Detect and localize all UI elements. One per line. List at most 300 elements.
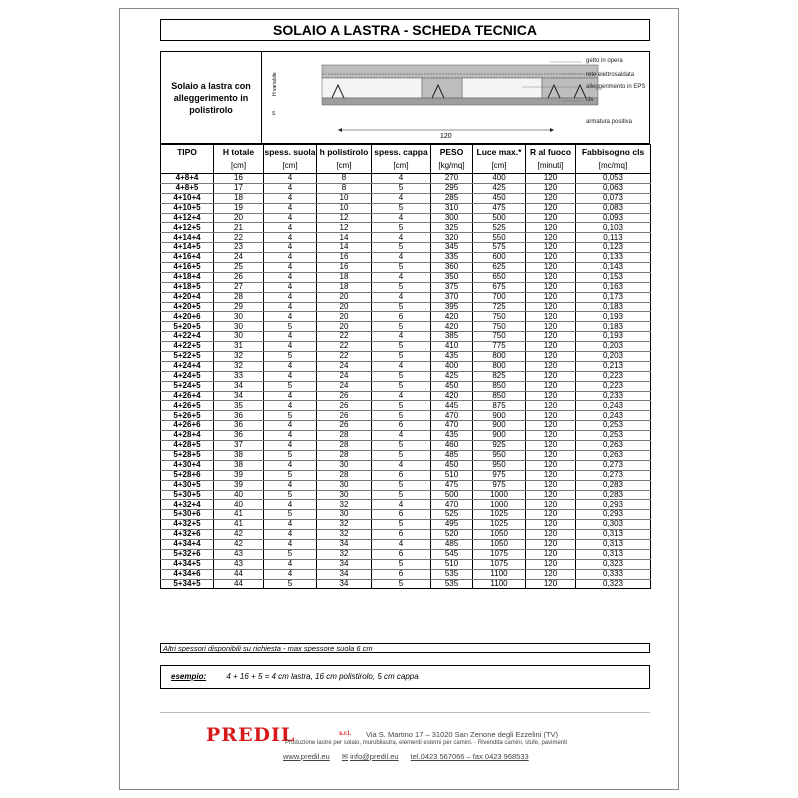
cell-h-totale: 29 [214, 302, 264, 312]
cell-fabbisogno: 0,103 [576, 223, 651, 233]
cell-spess-suola: 5 [264, 549, 317, 559]
table-row [161, 490, 651, 500]
cell-tipo: 4+22+5 [161, 342, 214, 352]
cell-r-fuoco: 120 [526, 322, 576, 332]
cell-r-fuoco: 120 [526, 282, 576, 292]
sole-dimension-label: S [272, 111, 276, 117]
cell-h-totale: 43 [214, 559, 264, 569]
table-row [161, 352, 651, 362]
header-r-fuoco: R al fuoco [526, 145, 576, 160]
cell-spess-suola: 5 [264, 411, 317, 421]
website-link[interactable]: www.predil.eu [283, 752, 330, 761]
cell-spess-suola: 4 [264, 203, 317, 213]
cell-spess-suola: 4 [264, 569, 317, 579]
cell-luce-max: 750 [473, 312, 526, 322]
cell-r-fuoco: 120 [526, 332, 576, 342]
cell-peso: 470 [431, 500, 473, 510]
cell-spess-cappa: 5 [372, 263, 431, 273]
cell-luce-max: 725 [473, 302, 526, 312]
cell-peso: 525 [431, 510, 473, 520]
cell-r-fuoco: 120 [526, 371, 576, 381]
cell-luce-max: 975 [473, 480, 526, 490]
cell-tipo: 4+32+4 [161, 500, 214, 510]
cell-spess-suola: 4 [264, 500, 317, 510]
cell-spess-cappa: 5 [372, 579, 431, 589]
cell-tipo: 4+20+5 [161, 302, 214, 312]
cell-h-polistirolo: 22 [317, 352, 372, 362]
cell-h-polistirolo: 30 [317, 460, 372, 470]
cell-h-polistirolo: 10 [317, 203, 372, 213]
cell-h-totale: 43 [214, 549, 264, 559]
table-row [161, 233, 651, 243]
cell-tipo: 4+10+5 [161, 203, 214, 213]
cell-h-totale: 19 [214, 203, 264, 213]
cell-spess-cappa: 4 [372, 431, 431, 441]
cell-luce-max: 900 [473, 411, 526, 421]
cell-fabbisogno: 0,243 [576, 401, 651, 411]
cell-h-polistirolo: 22 [317, 342, 372, 352]
cell-tipo: 4+28+4 [161, 431, 214, 441]
cell-spess-cappa: 6 [372, 549, 431, 559]
cell-spess-suola: 5 [264, 450, 317, 460]
cell-h-totale: 38 [214, 450, 264, 460]
cell-r-fuoco: 120 [526, 530, 576, 540]
cell-r-fuoco: 120 [526, 342, 576, 352]
cell-fabbisogno: 0,223 [576, 381, 651, 391]
cell-h-totale: 42 [214, 530, 264, 540]
cell-luce-max: 425 [473, 183, 526, 193]
cell-spess-cappa: 6 [372, 421, 431, 431]
table-row [161, 253, 651, 263]
cell-peso: 370 [431, 292, 473, 302]
cell-fabbisogno: 0,333 [576, 569, 651, 579]
cell-h-polistirolo: 26 [317, 401, 372, 411]
cell-peso: 375 [431, 282, 473, 292]
cell-fabbisogno: 0,113 [576, 233, 651, 243]
cell-r-fuoco: 120 [526, 263, 576, 273]
cell-luce-max: 800 [473, 361, 526, 371]
cell-tipo: 4+30+4 [161, 460, 214, 470]
cell-spess-cappa: 5 [372, 480, 431, 490]
unit-cell: [cm] [473, 159, 526, 174]
company-address: Via S. Martino 17 – 31020 San Zenone degli Ezzelini (TV) [366, 730, 559, 739]
cell-luce-max: 1100 [473, 579, 526, 589]
header-h-totale: H totale [214, 145, 264, 160]
cell-spess-suola: 4 [264, 183, 317, 193]
cell-spess-suola: 5 [264, 470, 317, 480]
cell-tipo: 5+32+6 [161, 549, 214, 559]
cell-spess-cappa: 4 [372, 292, 431, 302]
cell-peso: 470 [431, 411, 473, 421]
cell-luce-max: 825 [473, 371, 526, 381]
table-row [161, 361, 651, 371]
header-h-polistirolo: h polistirolo [317, 145, 372, 160]
cell-tipo: 4+20+4 [161, 292, 214, 302]
cell-h-totale: 36 [214, 411, 264, 421]
cell-tipo: 4+32+5 [161, 520, 214, 530]
cell-fabbisogno: 0,213 [576, 361, 651, 371]
cell-peso: 445 [431, 401, 473, 411]
table-row [161, 460, 651, 470]
cell-h-totale: 24 [214, 253, 264, 263]
cell-tipo: 4+26+4 [161, 391, 214, 401]
cell-h-polistirolo: 18 [317, 282, 372, 292]
cell-h-polistirolo: 28 [317, 470, 372, 480]
cell-peso: 360 [431, 263, 473, 273]
cell-spess-suola: 4 [264, 441, 317, 451]
cell-r-fuoco: 120 [526, 213, 576, 223]
cell-fabbisogno: 0,273 [576, 460, 651, 470]
example-label: esempio: [171, 672, 207, 681]
cell-h-polistirolo: 10 [317, 193, 372, 203]
cell-spess-cappa: 5 [372, 183, 431, 193]
cell-h-polistirolo: 24 [317, 371, 372, 381]
cell-r-fuoco: 120 [526, 302, 576, 312]
cell-tipo: 4+16+5 [161, 263, 214, 273]
cell-peso: 475 [431, 480, 473, 490]
header-fabbisogno: Fabbisogno cls [576, 145, 651, 160]
cell-peso: 450 [431, 460, 473, 470]
cell-fabbisogno: 0,203 [576, 352, 651, 362]
header-spess-suola: spess. suola [264, 145, 317, 160]
cell-spess-cappa: 4 [372, 361, 431, 371]
cell-tipo: 4+34+5 [161, 559, 214, 569]
table-header-row [161, 145, 651, 160]
cell-h-totale: 32 [214, 352, 264, 362]
table-row [161, 520, 651, 530]
cell-tipo: 4+26+5 [161, 401, 214, 411]
cell-h-totale: 18 [214, 193, 264, 203]
cell-fabbisogno: 0,323 [576, 559, 651, 569]
table-row [161, 559, 651, 569]
cell-spess-suola: 4 [264, 253, 317, 263]
unit-cell: [cm] [317, 159, 372, 174]
cell-r-fuoco: 120 [526, 450, 576, 460]
cell-spess-suola: 4 [264, 272, 317, 282]
cell-h-totale: 31 [214, 342, 264, 352]
cell-r-fuoco: 120 [526, 203, 576, 213]
cell-luce-max: 800 [473, 352, 526, 362]
table-row [161, 342, 651, 352]
cell-h-totale: 40 [214, 490, 264, 500]
cell-fabbisogno: 0,223 [576, 371, 651, 381]
email-link[interactable] [342, 752, 399, 761]
cell-r-fuoco: 120 [526, 193, 576, 203]
cell-fabbisogno: 0,233 [576, 391, 651, 401]
cell-h-polistirolo: 20 [317, 322, 372, 332]
cell-spess-suola: 4 [264, 292, 317, 302]
cell-peso: 300 [431, 213, 473, 223]
cell-tipo: 5+26+5 [161, 411, 214, 421]
cell-peso: 545 [431, 549, 473, 559]
unit-cell: [cm] [372, 159, 431, 174]
cell-luce-max: 525 [473, 223, 526, 233]
legend-reinforcement: armatura positiva [586, 119, 633, 125]
cell-spess-suola: 4 [264, 213, 317, 223]
cell-r-fuoco: 120 [526, 460, 576, 470]
cell-fabbisogno: 0,323 [576, 579, 651, 589]
cell-tipo: 4+8+4 [161, 174, 214, 184]
cell-tipo: 4+12+5 [161, 223, 214, 233]
cell-luce-max: 750 [473, 322, 526, 332]
cell-fabbisogno: 0,063 [576, 183, 651, 193]
cell-peso: 295 [431, 183, 473, 193]
table-row [161, 401, 651, 411]
cell-h-polistirolo: 12 [317, 213, 372, 223]
cell-h-totale: 42 [214, 539, 264, 549]
cell-luce-max: 900 [473, 421, 526, 431]
cell-fabbisogno: 0,283 [576, 480, 651, 490]
example-box [160, 665, 650, 689]
cell-spess-suola: 4 [264, 480, 317, 490]
cell-luce-max: 950 [473, 450, 526, 460]
cell-peso: 535 [431, 579, 473, 589]
cell-spess-cappa: 5 [372, 401, 431, 411]
cell-r-fuoco: 120 [526, 312, 576, 322]
cell-spess-cappa: 5 [372, 381, 431, 391]
cell-spess-cappa: 6 [372, 569, 431, 579]
cell-h-polistirolo: 24 [317, 381, 372, 391]
table-row [161, 421, 651, 431]
cell-h-polistirolo: 24 [317, 361, 372, 371]
cell-spess-suola: 5 [264, 322, 317, 332]
legend-cls: cls [586, 97, 594, 103]
cell-spess-suola: 4 [264, 371, 317, 381]
table-row [161, 312, 651, 322]
cell-spess-cappa: 5 [372, 223, 431, 233]
cell-h-polistirolo: 30 [317, 510, 372, 520]
cell-r-fuoco: 120 [526, 470, 576, 480]
cell-h-totale: 34 [214, 391, 264, 401]
header-spess-cappa: spess. cappa [372, 145, 431, 160]
cell-h-polistirolo: 20 [317, 302, 372, 312]
units-row [161, 159, 651, 174]
cell-fabbisogno: 0,193 [576, 332, 651, 342]
cell-h-polistirolo: 14 [317, 243, 372, 253]
cell-peso: 510 [431, 470, 473, 480]
cell-peso: 520 [431, 530, 473, 540]
cell-h-polistirolo: 12 [317, 223, 372, 233]
header-peso: PESO [431, 145, 473, 160]
cell-r-fuoco: 120 [526, 183, 576, 193]
cell-r-fuoco: 120 [526, 500, 576, 510]
cell-h-polistirolo: 30 [317, 480, 372, 490]
cell-r-fuoco: 120 [526, 539, 576, 549]
cell-h-polistirolo: 26 [317, 411, 372, 421]
cell-r-fuoco: 120 [526, 520, 576, 530]
cell-fabbisogno: 0,303 [576, 520, 651, 530]
cell-h-polistirolo: 26 [317, 421, 372, 431]
cell-tipo: 4+24+5 [161, 371, 214, 381]
cell-r-fuoco: 120 [526, 579, 576, 589]
cell-spess-suola: 4 [264, 361, 317, 371]
cell-fabbisogno: 0,203 [576, 342, 651, 352]
cell-h-totale: 21 [214, 223, 264, 233]
cell-fabbisogno: 0,183 [576, 322, 651, 332]
table-row [161, 272, 651, 282]
cell-luce-max: 1075 [473, 559, 526, 569]
table-row [161, 441, 651, 451]
cell-r-fuoco: 120 [526, 292, 576, 302]
cell-tipo: 4+12+4 [161, 213, 214, 223]
cell-tipo: 4+28+5 [161, 441, 214, 451]
cell-h-totale: 36 [214, 431, 264, 441]
cell-spess-suola: 4 [264, 460, 317, 470]
cell-tipo: 5+22+5 [161, 352, 214, 362]
table-row [161, 470, 651, 480]
cell-r-fuoco: 120 [526, 223, 576, 233]
cell-spess-suola: 4 [264, 342, 317, 352]
cell-spess-suola: 4 [264, 391, 317, 401]
cell-tipo: 4+26+6 [161, 421, 214, 431]
cell-h-totale: 35 [214, 401, 264, 411]
table-row [161, 263, 651, 273]
cell-luce-max: 925 [473, 441, 526, 451]
cell-tipo: 4+8+5 [161, 183, 214, 193]
cell-spess-cappa: 4 [372, 500, 431, 510]
table-row [161, 282, 651, 292]
example-text: 4 + 16 + 5 = 4 cm lastra, 16 cm polistirolo, 5 cm cappa [226, 672, 419, 681]
cell-peso: 420 [431, 322, 473, 332]
cell-luce-max: 950 [473, 460, 526, 470]
cell-spess-suola: 4 [264, 539, 317, 549]
cell-h-polistirolo: 34 [317, 539, 372, 549]
table-row [161, 450, 651, 460]
cell-spess-suola: 5 [264, 490, 317, 500]
cell-luce-max: 500 [473, 213, 526, 223]
cell-fabbisogno: 0,123 [576, 243, 651, 253]
cell-luce-max: 1000 [473, 490, 526, 500]
cell-luce-max: 875 [473, 401, 526, 411]
cell-luce-max: 600 [473, 253, 526, 263]
table-row [161, 243, 651, 253]
cell-h-totale: 30 [214, 332, 264, 342]
cell-r-fuoco: 120 [526, 174, 576, 184]
footer-divider [160, 712, 650, 713]
table-row [161, 174, 651, 184]
cell-h-totale: 36 [214, 421, 264, 431]
cell-h-totale: 37 [214, 441, 264, 451]
cell-spess-suola: 4 [264, 174, 317, 184]
cell-spess-cappa: 5 [372, 203, 431, 213]
cell-tipo: 5+30+5 [161, 490, 214, 500]
header-luce-max: Luce max.* [473, 145, 526, 160]
height-dimension-label: H variabile [272, 72, 278, 96]
cell-spess-suola: 4 [264, 520, 317, 530]
table-row [161, 332, 651, 342]
cell-h-polistirolo: 30 [317, 490, 372, 500]
cell-r-fuoco: 120 [526, 253, 576, 263]
cell-luce-max: 1025 [473, 510, 526, 520]
table-row [161, 203, 651, 213]
cell-fabbisogno: 0,243 [576, 411, 651, 421]
cell-luce-max: 1025 [473, 520, 526, 530]
unit-cell [161, 159, 214, 174]
table-row [161, 193, 651, 203]
cell-fabbisogno: 0,293 [576, 510, 651, 520]
cell-tipo: 4+30+5 [161, 480, 214, 490]
cell-h-totale: 25 [214, 263, 264, 273]
cell-r-fuoco: 120 [526, 243, 576, 253]
cell-peso: 410 [431, 342, 473, 352]
cell-h-polistirolo: 34 [317, 559, 372, 569]
cell-luce-max: 700 [473, 292, 526, 302]
cell-h-polistirolo: 28 [317, 450, 372, 460]
cell-r-fuoco: 120 [526, 391, 576, 401]
cell-luce-max: 850 [473, 381, 526, 391]
cell-fabbisogno: 0,193 [576, 312, 651, 322]
cell-fabbisogno: 0,053 [576, 174, 651, 184]
table-row [161, 213, 651, 223]
cell-spess-cappa: 6 [372, 470, 431, 480]
table-row [161, 322, 651, 332]
cell-h-totale: 34 [214, 381, 264, 391]
cell-tipo: 4+32+6 [161, 530, 214, 540]
cell-fabbisogno: 0,313 [576, 530, 651, 540]
mail-icon: ✉ [341, 752, 349, 761]
table-row [161, 480, 651, 490]
cell-fabbisogno: 0,263 [576, 441, 651, 451]
table-row [161, 549, 651, 559]
cell-spess-cappa: 4 [372, 233, 431, 243]
cell-h-polistirolo: 16 [317, 253, 372, 263]
cell-fabbisogno: 0,153 [576, 272, 651, 282]
cell-peso: 420 [431, 391, 473, 401]
cell-luce-max: 775 [473, 342, 526, 352]
cell-fabbisogno: 0,263 [576, 450, 651, 460]
cell-spess-cappa: 5 [372, 411, 431, 421]
table-row [161, 381, 651, 391]
cell-r-fuoco: 120 [526, 549, 576, 559]
table-row [161, 569, 651, 579]
cell-h-totale: 16 [214, 174, 264, 184]
cell-fabbisogno: 0,073 [576, 193, 651, 203]
cell-luce-max: 1050 [473, 530, 526, 540]
cell-spess-cappa: 6 [372, 530, 431, 540]
document-title: SOLAIO A LASTRA - SCHEDA TECNICA [160, 19, 650, 41]
cell-h-polistirolo: 32 [317, 520, 372, 530]
cell-h-polistirolo: 16 [317, 263, 372, 273]
cell-h-totale: 41 [214, 520, 264, 530]
cell-fabbisogno: 0,163 [576, 282, 651, 292]
cell-spess-cappa: 5 [372, 450, 431, 460]
cell-tipo: 4+10+4 [161, 193, 214, 203]
cell-r-fuoco: 120 [526, 510, 576, 520]
cell-peso: 500 [431, 490, 473, 500]
table-row [161, 391, 651, 401]
cell-r-fuoco: 120 [526, 431, 576, 441]
cell-spess-cappa: 5 [372, 352, 431, 362]
cell-tipo: 4+14+5 [161, 243, 214, 253]
cell-spess-cappa: 5 [372, 520, 431, 530]
cell-luce-max: 450 [473, 193, 526, 203]
cell-peso: 385 [431, 332, 473, 342]
email-text[interactable]: info@predil.eu [350, 752, 399, 761]
cell-peso: 535 [431, 569, 473, 579]
cell-r-fuoco: 120 [526, 411, 576, 421]
cell-h-totale: 20 [214, 213, 264, 223]
cell-h-totale: 39 [214, 480, 264, 490]
cell-spess-suola: 5 [264, 510, 317, 520]
cell-spess-suola: 4 [264, 243, 317, 253]
diagram-caption: Solaio a lastra con alleggerimento in polistirolo [161, 52, 262, 143]
cell-h-totale: 33 [214, 371, 264, 381]
cell-luce-max: 650 [473, 272, 526, 282]
diagram-panel [160, 51, 650, 144]
cell-spess-suola: 4 [264, 263, 317, 273]
phone-fax: tel.0423 567066 – fax 0423 968533 [410, 752, 529, 761]
cell-fabbisogno: 0,273 [576, 470, 651, 480]
